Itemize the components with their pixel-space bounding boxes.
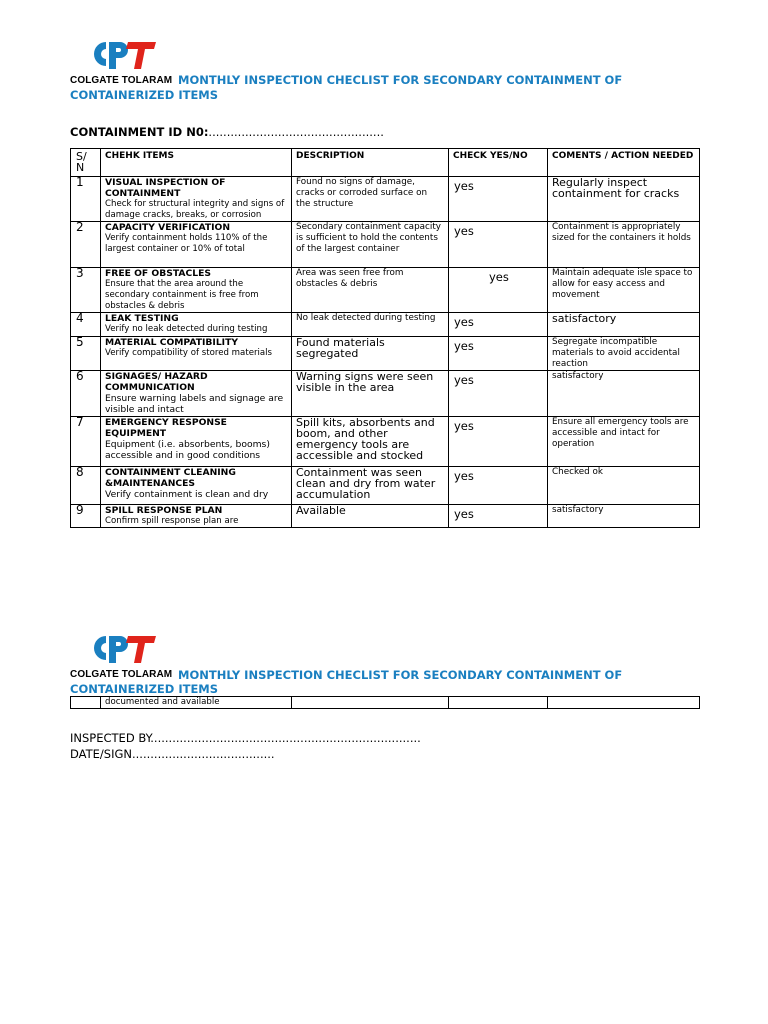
inspection-table-continued: [70, 696, 700, 709]
company-name: COLGATE TOLARAM: [70, 669, 173, 680]
row-sn: 9: [71, 505, 101, 528]
item-detail: Check for structural integrity and signs of damage cracks, breaks, or corrosion: [105, 199, 285, 220]
table-row: [71, 177, 700, 222]
item-description: Warning signs were seen visible in the area: [292, 371, 449, 417]
containment-id-label: CONTAINMENT ID N0:: [70, 125, 209, 139]
item-detail: Equipment (i.e. absorbents, booms) accessible and in good conditions: [105, 439, 270, 461]
row-sn: 8: [71, 467, 101, 505]
item-comment: Containment is appropriately sized for the containers it holds: [548, 222, 700, 268]
table-header-row: [71, 149, 700, 177]
item-description: Available: [292, 505, 449, 528]
item-detail: Ensure warning labels and signage are visible and intact: [105, 393, 284, 415]
item-comment: Maintain adequate isle space to allow for easy access and movement: [548, 268, 700, 313]
row-sn: 2: [71, 222, 101, 268]
table-row: [71, 268, 700, 313]
page-title-continued: CONTAINERIZED ITEMS: [70, 682, 219, 696]
company-logo: [90, 632, 158, 664]
table-row: [71, 505, 700, 528]
inspection-table: [70, 148, 700, 528]
item-title: CAPACITY VERIFICATION: [105, 222, 231, 233]
item-detail-continued: documented and available: [101, 697, 292, 709]
item-check: yes: [449, 417, 548, 467]
table-row: [71, 313, 700, 337]
item-detail: Ensure that the area around the secondary containment is free from obstacles & debris: [105, 279, 259, 311]
item-check: yes: [449, 505, 548, 528]
item-description: Found no signs of damage, cracks or corroded surface on the structure: [292, 177, 449, 222]
table-row: [71, 371, 700, 417]
row-sn: 7: [71, 417, 101, 467]
item-detail: Verify containment is clean and dry: [105, 489, 269, 500]
row-sn: 3: [71, 268, 101, 313]
containment-id-line: [70, 125, 384, 139]
item-description: Found materials segregated: [292, 337, 449, 371]
date-sign-line: DATE/SIGN.......................................: [70, 747, 275, 761]
item-comment: satisfactory: [548, 313, 700, 337]
item-detail: Confirm spill response plan are: [105, 516, 239, 526]
item-detail: Verify containment holds 110% of the largest container or 10% of total: [105, 233, 268, 254]
item-title: SPILL RESPONSE PLAN: [105, 505, 223, 516]
item-title: MATERIAL COMPATIBILITY: [105, 337, 239, 348]
row-sn: 4: [71, 313, 101, 337]
col-header-check: CHECK YES/NO: [449, 149, 548, 177]
item-comment: Segregate incompatible materials to avoid accidental reaction: [548, 337, 700, 371]
containment-id-blank: ................................................: [208, 125, 384, 139]
col-header-sn: S/ N: [71, 149, 101, 177]
row-sn: 5: [71, 337, 101, 371]
col-header-comments: COMENTS / ACTION NEEDED: [548, 149, 700, 177]
item-comment: Regularly inspect containment for cracks: [548, 177, 700, 222]
item-description: No leak detected during testing: [292, 313, 449, 337]
item-check: yes: [449, 337, 548, 371]
item-description: Containment was seen clean and dry from water accumulation: [292, 467, 449, 505]
item-title: SIGNAGES/ HAZARD COMMUNICATION: [105, 371, 208, 393]
item-check: yes: [449, 313, 548, 337]
company-logo: [90, 38, 158, 70]
item-comment: Checked ok: [548, 467, 700, 505]
item-check: yes: [449, 467, 548, 505]
item-detail: Verify no leak detected during testing: [105, 324, 268, 334]
table-row: [71, 467, 700, 505]
item-comment: satisfactory: [548, 371, 700, 417]
item-comment: satisfactory: [548, 505, 700, 528]
item-title: VISUAL INSPECTION OF CONTAINMENT: [105, 177, 226, 199]
col-header-description: DESCRIPTION: [292, 149, 449, 177]
item-detail: Verify compatibility of stored materials: [105, 348, 273, 358]
table-row: [71, 417, 700, 467]
item-check: yes: [449, 222, 548, 268]
page-title-continued: CONTAINERIZED ITEMS: [70, 88, 219, 102]
item-title: LEAK TESTING: [105, 313, 179, 324]
table-row: [71, 697, 700, 709]
table-row: [71, 337, 700, 371]
item-title: CONTAINMENT CLEANING &MAINTENANCES: [105, 467, 236, 489]
row-sn: 6: [71, 371, 101, 417]
item-check: yes: [449, 177, 548, 222]
table-row: [71, 222, 700, 268]
item-description: Secondary containment capacity is sufficient to hold the contents of the largest container: [292, 222, 449, 268]
item-description: Spill kits, absorbents and boom, and other emergency tools are accessible and stocked: [292, 417, 449, 467]
item-check: yes: [449, 268, 548, 313]
inspected-by-line: INSPECTED BY..........................................................................: [70, 731, 421, 745]
item-title: EMERGENCY RESPONSE EQUIPMENT: [105, 417, 227, 439]
item-description: Area was seen free from obstacles & debris: [292, 268, 449, 313]
row-sn: 1: [71, 177, 101, 222]
page-title: MONTHLY INSPECTION CHECLIST FOR SECONDARY CONTAINMENT OF: [178, 73, 623, 87]
page-title: MONTHLY INSPECTION CHECLIST FOR SECONDARY CONTAINMENT OF: [178, 668, 623, 682]
item-title: FREE OF OBSTACLES: [105, 268, 211, 279]
col-header-items: CHEHK ITEMS: [101, 149, 292, 177]
item-check: yes: [449, 371, 548, 417]
company-name: COLGATE TOLARAM: [70, 75, 173, 86]
item-comment: Ensure all emergency tools are accessible and intact for operation: [548, 417, 700, 467]
